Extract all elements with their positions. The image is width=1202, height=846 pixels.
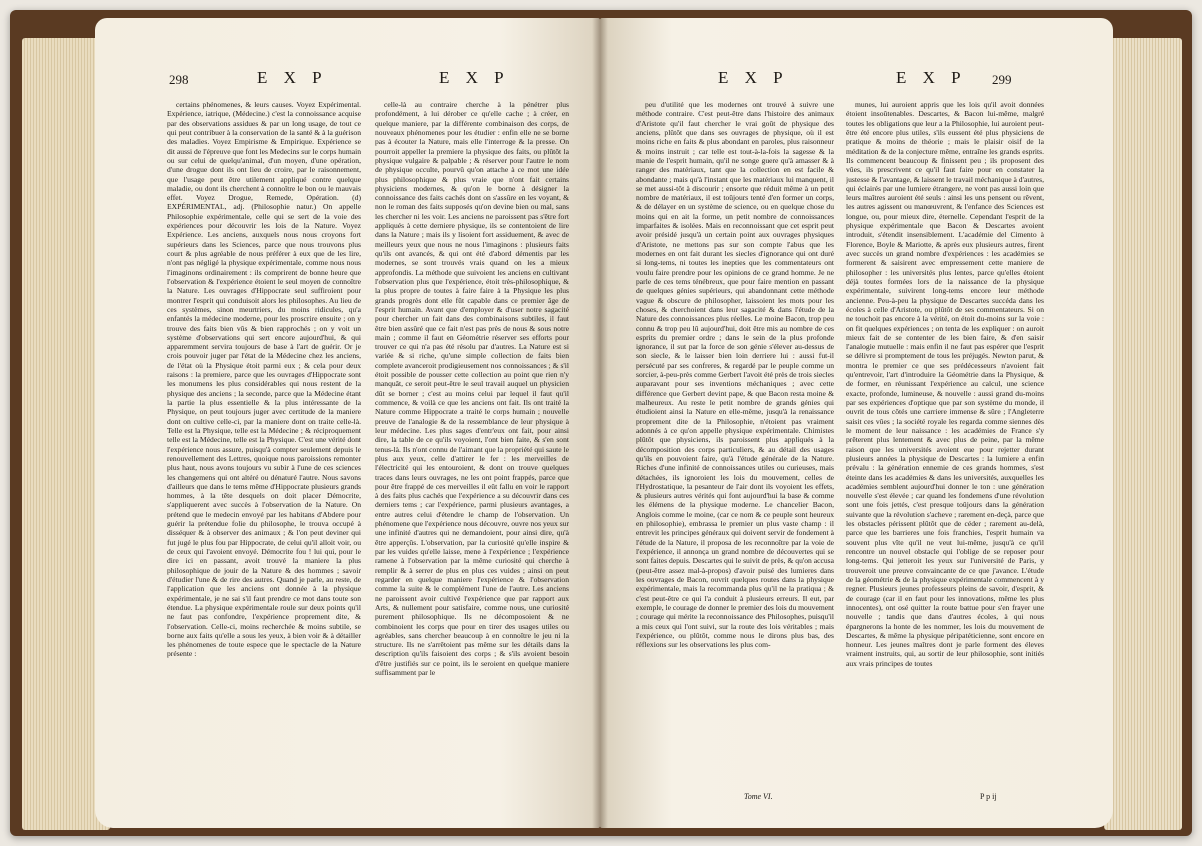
left-page [95,18,600,828]
volume-signature: Tome VI. [744,792,773,801]
running-headword: E X P [257,68,328,87]
text-column [636,100,834,790]
column-text: certains phénomenes, & leurs causes. Voyez Expérimental. Expérience, iatrique, (Médecine.) c'est la connoissance acquise par des observations assidues & par un long usage, de tout ce qui peut contribuer à la conservation de la santé & à la guérison des maladies. Voyez Empirisme & Empirique. Expérience se dit aussi de l'épreuve que font les Medecins sur le corps humain ou sur celui de quelqu'animal, d'un moyen, d'une opération, d'une drogue dont ils ont lieu de croire, par le raisonnement, que l'usage peut être utilement appliqué contre quelque maladie, ou dont ils cherchent à connoître le bon ou le mauvais effet. Voyez Drogue, Remede, Opération. (d) EXPÉRIMENTAL, adj. (Philosophie natur.) On appelle Philosophie expérimentale, celle qui se sert de la voie des expériences pour découvrir les lois de la Nature. Voyez Expérience. Les anciens, auxquels nous nous croyons fort supérieurs dans les Sciences, parce que nous trouvons plus court & plus agréable de nous préférer à eux que de les lire, n'ont pas négligé la physique expérimentale, comme nous nous l'imaginons ordinairement : ils comprirent de bonne heure que l'observation & l'expérience étoient le seul moyen de connoître la Nature. Les ouvrages d'Hippocrate seul suffiroient pour montrer l'esprit qui conduisoit alors les philosophes. Au lieu de ces systèmes, sinon meurtriers, du moins ridicules, qu'a enfantés la médecine moderne, pour les proscrire ensuite ; on y trouve des faits bien vûs & bien rapprochés ; on y voit un système d'observations qui sert encore aujourd'hui, & qui apparemment servira toujours de base à l'art de guérir. Or je crois pouvoir juger par l'état de la Médecine chez les anciens, de l'état où la Physique étoit parmi eux ; & cela pour deux raisons : la premiere, parce que les ouvrages d'Hippocrate sont les monumens les plus considérables qui nous restent de la physique des anciens ; la seconde, parce que la Médecine étant la partie la plus essentielle & la plus intéressante de la Physique, on peut toujours juger avec certitude de la maniere dont on cultive celle-ci, par la maniere dont on traite celle-là. Telle est la Physique, telle est la Médecine ; & réciproquement telle est la Médecine, telle est la Physique. C'est une vérité dont l'expérience nous assure, puisqu'à compter seulement depuis le renouvellement des Lettres, quoique nous paroissions remonter plus haut, nous avons toujours vu subir à l'une de ces sciences les changemens qui ont altéré ou dénaturé l'autre. Nous savons d'ailleurs que dans le tems même d'Hippocrate plusieurs grands hommes, à la tête desquels on doit placer Démocrite, s'appliquerent avec succès à l'observation de la Nature. On prétend que le medecin envoyé par les habitans d'Abdere pour guérir la prétendue folie du philosophe, le trouva occupé à disséquer & à observer des animaux ; & l'on peut deviner qui fut jugé le plus fou par Hippocrate, de celui qu'il alloit voir, ou de ceux qui l'avoient envoyé. Démocrite fou ! lui qui, pour le dire ici en passant, avoit trouvé la maniere la plus philosophique de jouir de la Nature & des hommes ; savoir d'étudier l'une & de rire des autres. Quand je parle, au reste, de l'application que les anciens ont donnée à la physique expérimentale, je ne sai s'il faut prendre ce mot dans toute son étendue. La physique expérimentale roule sur deux points qu'il ne faut pas confondre, l'expérience proprement dite, & l'observation. Celle-ci, moins recherchée & moins subtile, se borne aux faits qu'elle a sous les yeux, à bien voir & à détailler les phénomenes de toute espece que le spectacle de la Nature présente : [167,100,361,659]
column-text: peu d'utilité que les modernes ont trouvé à suivre une méthode contraire. C'est peut-être dans l'histoire des animaux d'Aristote qu'il faut chercher le vrai goût de physique des anciens, plûtôt que dans ses ouvrages de physique, où il est moins riche en faits & plus abondant en paroles, plus raisonneur & moins instruit ; car telle est tout-à-la-fois la sagesse & la manie de l'esprit humain, qu'il ne songe guere qu'à amasser & à ranger des matériaux, tant que la collection en est facile & abondante ; mais qu'à l'instant que les matériaux lui manquent, il se met aussi-tôt à discourir ; ensorte que réduit même à un petit nombre de matériaux, il est toûjours tenté d'en former un corps, & de délayer en un système de science, ou en quelque chose du moins qui en ait la forme, un petit nombre de connoissances imparfaites & isolées. Mais en reconnoissant que cet esprit peut avoir présidé jusqu'à un certain point aux ouvrages physiques d'Aristote, ne mettons pas sur son compte l'abus que les modernes en ont fait durant les siecles d'ignorance qui ont duré si long-tems, ni toutes les inepties que les commentateurs ont voulu faire prendre pour les opinions de ce grand homme. Je ne parle de ces tems ténébreux, que pour faire mention en passant de quelques génies supérieurs, qui abandonnant cette méthode vague & obscure de philosopher, laissoient les mots pour les choses, & cherchoient dans leur sagacité & dans l'étude de la Nature des connoissances plus réelles. Le moine Bacon, trop peu connu & trop peu lû aujourd'hui, doit être mis au nombre de ces esprits du premier ordre ; dans le sein de la plus profonde ignorance, il sut par la force de son génie s'élever au-dessus de son siecle, & le laisser bien loin derriere lui : aussi fut-il persécuté par ses confreres, & regardé par le peuple comme un sorcier, à-peu-près comme Gerbert l'avoit été près de trois siecles auparavant pour ses inventions méchaniques ; avec cette différence que Gerbert devint pape, & que Bacon resta moine & malheureux. Au reste le petit nombre de grands génies qui étudioient ainsi la Nature en elle-même, jusqu'à la renaissance proprement dite de la Philosophie, n'étoient pas vraiment adonnés à ce qu'on appelle physique expérimentale. Chimistes plûtôt que physiciens, ils paroissent plus appliqués à la décomposition des corps particuliers, & au détail des usages qu'ils en pouvoient faire, qu'à l'étude générale de la Nature. Riches d'une infinité de connoissances utiles ou curieuses, mais détachées, ils ignoroient les lois du mouvement, celles de l'Hydrostatique, la pesanteur de l'air dont ils voyoient les effets, & plusieurs autres vérités qui font aujourd'hui la base & comme les élémens de la physique moderne. Le chancelier Bacon, Anglois comme le moine, (car ce nom & ce peuple sont heureux en philosophie), embrassa le premier un plus vaste champ : il entrevit les principes généraux qui doivent servir de fondement à l'étude de la Nature, il proposa de les reconnoître par la voie de l'expérience, il annonça un grand nombre de découvertes qui se sont faites depuis. Descartes qui le suivit de près, & qu'on accusa (peut-être assez mal-à-propos) d'avoir puisé des lumieres dans les ouvrages de Bacon, ouvrit quelques routes dans la physique expérimentale, mais la recommanda plus qu'il ne la pratiqua ; & c'est peut-être ce qui l'a conduit à plusieurs erreurs. Il eut, par exemple, le courage de donner le premier des lois du mouvement ; courage qui mérite la reconnoissance des Philosophes, puisqu'il a mis ceux qui l'ont suivi, sur la route des lois véritables ; mais l'expérience, ou plûtôt, comme nous le dirons plus bas, des réflexions sur les observations les plus com- [636,100,834,650]
book-gutter [592,18,608,828]
page-number: 299 [992,72,1012,87]
running-headword: E X P [718,68,789,87]
left-page-header [95,68,600,92]
text-column [375,100,569,800]
right-page-header [600,68,1113,92]
signature-mark: P p ij [980,792,997,801]
right-page [600,18,1113,828]
running-headword: E X P [439,68,510,87]
text-column [846,100,1044,790]
column-text: celle-là au contraire cherche à la pénétrer plus profondément, à lui dérober ce qu'elle cache ; à créer, en quelque maniere, par la différente combinaison des corps, de nouveaux phénomenes pour les étudier : enfin elle ne se borne pas à écouter la Nature, mais elle l'interroge & la presse. On pourroit appeller la premiere la physique des faits, ou plûtôt la physique vulgaire & palpable ; & réserver pour l'autre le nom de physique occulte, pourvû qu'on attache à ce mot une idée plus philosophique & plus vraie que n'ont fait certains physiciens modernes, & qu'on le borne à désigner la connoissance des faits cachés dont on s'assûre en les voyant, & non le roman des faits supposés qu'on devine bien ou mal, sans les chercher ni les voir. Les anciens ne paroissent pas s'être fort appliqués à cette derniere physique, ils se contentoient de lire dans la Nature ; mais ils y lisoient fort assiduement, & avec de meilleurs yeux que nous ne nous l'imaginons : plusieurs faits qu'ils ont avancés, & qui ont été d'abord démentis par les modernes, se sont trouvés vrais quand on les a mieux approfondis. La méthode que suivoient les anciens en cultivant l'observation plus que l'expérience, étoit très-philosophique, & la plus propre de toutes à faire faire à la Physique les plus grands progrès dont elle fût capable dans ce premier âge de l'esprit humain. Avant que d'employer & d'user notre sagacité pour chercher un fait dans des combinaisons subtiles, il faut être bien assûré que ce fait n'est pas près de nous & sous notre main ; comme il faut en Géométrie réserver ses efforts pour trouver ce qui n'a pas été résolu par d'autres. La Nature est si variée & si riche, qu'une simple collection de faits bien complete avanceroit prodigieusement nos connoissances ; & s'il étoit possible de pousser cette collection au point que rien n'y manquât, ce seroit peut-être le seul travail auquel un physicien dût se borner ; c'est au moins celui par lequel il faut qu'il commence, & voilà ce que les anciens ont fait. Ils ont traité la Nature comme Hippocrate a traité le corps humain ; nouvelle preuve de l'analogie & de la ressemblance de leur physique à leur médecine. Les plus sages d'entr'eux ont fait, pour ainsi dire, la table de ce qu'ils voyoient, l'ont bien faite, & s'en sont tenus-là. Ils n'ont connu de l'aimant que la propriété qui saute le plus aux yeux, celle d'attirer le fer : les merveilles de l'électricité qui les entouroient, & dont on trouve quelques traces dans leurs ouvrages, ne les ont point frappés, parce que pour être frappé de ces merveilles il eût fallu en voir le rapport à des faits plus cachés que l'expérience a su découvrir dans ces derniers tems ; car l'expérience, parmi plusieurs avantages, a entre autres celui d'étendre le champ de l'observation. Un phénomene que l'expérience nous découvre, ouvre nos yeux sur une infinité d'autres qui ne demandoient, pour ainsi dire, qu'à être apperçûs. L'observation, par la curiosité qu'elle inspire & par les vuides qu'elle laisse, mene à l'expérience ; l'expérience ramene à l'observation par la même curiosité qui cherche à remplir & à serrer de plus en plus ces vuides ; ainsi on peut regarder en quelque maniere l'expérience & l'observation comme la suite & le complément l'une de l'autre. Les anciens ne paroissent avoir cultivé l'expérience que par rapport aux Arts, & nullement pour satisfaire, comme nous, une curiosité purement philosophique. Ils ne décomposoient & ne combinoient les corps que pour en tirer des usages utiles ou agréables, sans chercher beaucoup à en connoître le jeu ni la structure. Ils ne s'arrêtoient pas même sur les détails dans la description qu'ils faisoient des corps ; & s'ils avoient besoin d'être justifiés sur ce point, ils le seroient en quelque maniere suffisamment par le [375,100,569,678]
page-edges-right [1104,38,1182,830]
running-headword: E X P [896,68,967,87]
page-number: 298 [169,72,189,87]
column-text: munes, lui auroient appris que les lois qu'il avoit données étoient insoûtenables. Descartes, & Bacon lui-même, malgré toutes les obligations que leur a la Philosophie, lui auroient peut-être été encore plus utiles, s'ils eussent été plus physiciens de pratique & moins de théorie ; mais le plaisir oisif de la méditation & de la conjecture même, entraîne les grands esprits. Ils commencent beaucoup & finissent peu ; ils proposent des vûes, ils prescrivent ce qu'il faut faire pour en constater la justesse & l'avantage, & laissent le travail méchanique à d'autres, qui éclairés par une lumiere étrangere, ne vont pas aussi loin que leurs maîtres auroient été seuls : ainsi les uns pensent ou rêvent, les autres agissent ou manœuvrent, & l'enfance des Sciences est longue, ou, pour mieux dire, éternelle. Cependant l'esprit de la physique expérimentale que Bacon & Descartes avoient introduit, s'étendit insensiblement. L'académie del Cimento à Florence, Boyle & Mariotte, & après eux plusieurs autres, firent avec succès un grand nombre d'expériences : les académies se formerent & saisirent avec empressement cette maniere de philosopher : les universités plus lentes, parce qu'elles étoient déjà toutes formées lors de la naissance de la physique expérimentale, suivirent long-tems encore leur méthode ancienne. Peu-à-peu la physique de Descartes succéda dans les écoles à celle d'Aristote, ou plûtôt de ses commentateurs. Si on ne touchoit pas encore à la vérité, on étoit du-moins sur la voie : on fit quelques expériences ; on tenta de les expliquer : on auroit mieux fait de se contenter de les bien faire, & d'en saisir l'analogie mutuelle : mais enfin il ne faut pas espérer que l'esprit se délivre si promptement de tous les préjugés. Newton parut, & montra le premier ce que ses prédécesseurs n'avoient fait qu'entrevoir, l'art d'introduire la Géométrie dans la Physique, & de former, en réunissant l'expérience au calcul, une science exacte, profonde, lumineuse, & nouvelle : aussi grand du-moins par ses expériences d'optique que par son système du monde, il ouvrit de tous côtés une carriere immense & sûre ; l'Angleterre saisit ces vûes ; la société royale les regarda comme siennes dès le moment de leur naissance : les académies de France s'y prêterent plus lentement & avec plus de peine, par la même raison que les universités avoient eue pour rejetter durant plusieurs années la physique de Descartes : la lumiere a enfin prévalu : la génération ennemie de ces grands hommes, s'est éteinte dans les académies & dans les universités, auxquelles les académies semblent aujourd'hui donner le ton : une génération nouvelle s'est élevée ; car quand les fondemens d'une révolution sont une fois jettés, c'est presque toûjours dans la génération suivante que la révolution s'acheve ; rarement en-deçà, parce que les obstacles périssent plûtôt que de céder ; rarement au-delà, parce que les barrieres une fois franchies, l'esprit humain va souvent plus vîte qu'il ne veut lui-même, jusqu'à ce qu'il rencontre un nouvel obstacle qui l'oblige de se reposer pour long-tems. Qui jetteroit les yeux sur l'université de Paris, y trouveroit une preuve convaincante de ce que j'avance. L'étude de la géométrie & de la physique expérimentale commencent à y regner. Plusieurs jeunes professeurs pleins de savoir, d'esprit, & de courage (car il en faut pour les innovations, même les plus innocentes), ont osé quitter la route battue pour s'en frayer une nouvelle ; tandis que dans d'autres écoles, à qui nous épargnerons la honte de les nommer, les lois du mouvement de Descartes, & même la physique péripatéticienne, sont encore en honneur. Les jeunes maîtres dont je parle forment des éleves vraiment instruits, qui, au sortir de leur philosophie, sont initiés aux vrais principes de toutes [846,100,1044,668]
text-column [167,100,361,800]
